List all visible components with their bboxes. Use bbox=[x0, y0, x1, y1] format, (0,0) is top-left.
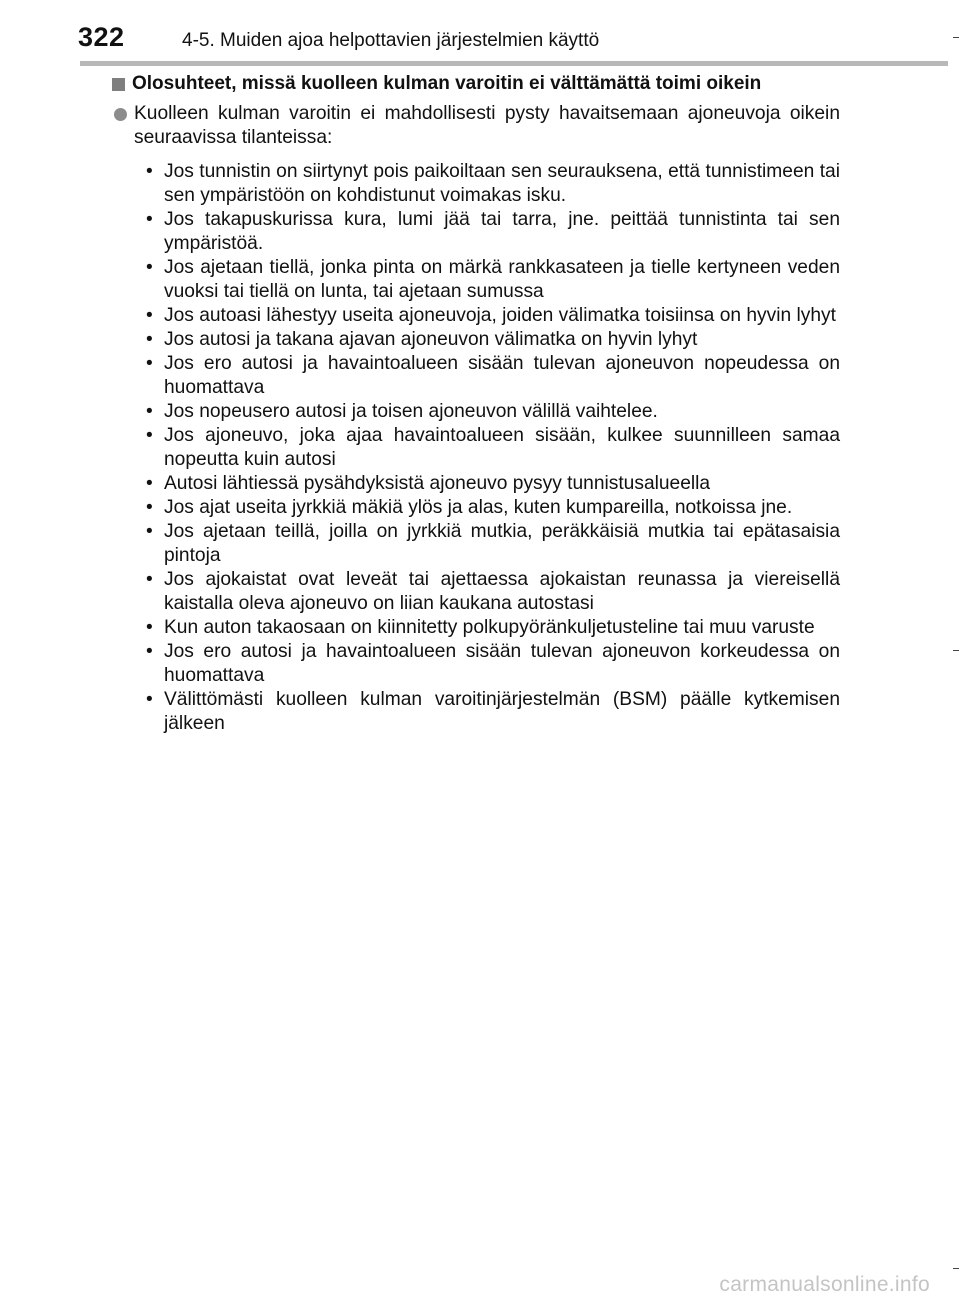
bullet-icon: • bbox=[146, 425, 153, 446]
list-item bbox=[146, 160, 840, 208]
condition-list bbox=[110, 160, 840, 736]
list-item-text: Jos tunnistin on siirtynyt pois paikoiltaan sen seurauksena, että tunnistimeen tai sen ympäristöön on kohdistunut voimakas isku. bbox=[164, 161, 840, 206]
list-item-text: Jos ajat useita jyrkkiä mäkiä ylös ja alas, kuten kumpareilla, notkoissa jne. bbox=[164, 497, 793, 518]
header-rule bbox=[80, 61, 948, 66]
bullet-icon: • bbox=[146, 521, 153, 542]
section-heading bbox=[110, 72, 840, 96]
list-item-text: Jos ero autosi ja havaintoalueen sisään tulevan ajoneuvon nopeudessa on huomattava bbox=[164, 353, 840, 398]
section-title: 4-5. Muiden ajoa helpottavien järjestelmien käyttö bbox=[182, 30, 600, 51]
list-item bbox=[146, 520, 840, 568]
bullet-icon: • bbox=[146, 329, 153, 350]
list-item bbox=[146, 256, 840, 304]
list-item bbox=[146, 208, 840, 256]
list-item bbox=[146, 472, 840, 496]
list-item-text: Välittömästi kuolleen kulman varoitinjärjestelmän (BSM) päälle kytkemisen jälkeen bbox=[164, 689, 840, 734]
list-item bbox=[146, 496, 840, 520]
main-content bbox=[110, 72, 840, 736]
bullet-icon: • bbox=[146, 497, 153, 518]
bullet-icon: • bbox=[146, 569, 153, 590]
list-item bbox=[146, 328, 840, 352]
list-item-text: Autosi lähtiessä pysähdyksistä ajoneuvo pysyy tunnistusalueella bbox=[164, 473, 711, 494]
list-item bbox=[146, 424, 840, 472]
bullet-icon: • bbox=[146, 641, 153, 662]
list-item-text: Jos ero autosi ja havaintoalueen sisään tulevan ajoneuvon korkeudessa on huomattava bbox=[164, 641, 840, 686]
crop-mark-bottom bbox=[953, 1268, 959, 1269]
bullet-icon: • bbox=[146, 161, 153, 182]
list-item bbox=[146, 352, 840, 400]
bullet-icon: • bbox=[146, 401, 153, 422]
section-heading-text: Olosuhteet, missä kuolleen kulman varoitin ei välttämättä toimi oikein bbox=[132, 73, 762, 94]
list-item-text: Jos takapuskurissa kura, lumi jää tai tarra, jne. peittää tunnistinta tai sen ympäristöä. bbox=[164, 209, 840, 254]
list-item bbox=[146, 400, 840, 424]
list-item-text: Jos ajetaan tiellä, jonka pinta on märkä rankkasateen ja tielle kertyneen veden vuoksi tai tiellä on lunta, tai ajetaan sumussa bbox=[164, 257, 840, 302]
list-item-text: Jos ajokaistat ovat leveät tai ajettaessa ajokaistan reunassa ja viereisellä kaistalla oleva ajoneuvo on liian kaukana autostasi bbox=[164, 569, 840, 614]
list-item-text: Jos nopeusero autosi ja toisen ajoneuvon välillä vaihtelee. bbox=[164, 401, 658, 422]
bullet-icon: • bbox=[146, 473, 153, 494]
page-header bbox=[78, 18, 948, 58]
crop-mark-middle bbox=[953, 650, 959, 651]
bullet-icon: • bbox=[146, 209, 153, 230]
gray-circle-icon bbox=[114, 108, 127, 121]
gray-square-icon bbox=[112, 78, 125, 91]
bullet-icon: • bbox=[146, 617, 153, 638]
bullet-icon: • bbox=[146, 689, 153, 710]
list-item-text: Jos ajetaan teillä, joilla on jyrkkiä mutkia, peräkkäisiä mutkia tai epätasaisia pintoja bbox=[164, 521, 840, 566]
intro-text: Kuolleen kulman varoitin ei mahdollisesti pysty havaitsemaan ajoneuvoja oikein seuraavissa tilanteissa: bbox=[134, 103, 840, 148]
list-item-text: Kun auton takaosaan on kiinnitetty polkupyöränkuljetusteline tai muu varuste bbox=[164, 617, 815, 638]
list-item-text: Jos ajoneuvo, joka ajaa havaintoalueen sisään, kulkee suunnilleen samaa nopeutta kuin autosi bbox=[164, 425, 840, 470]
watermark: carmanualsonline.info bbox=[719, 1273, 930, 1296]
bullet-icon: • bbox=[146, 257, 153, 278]
list-item bbox=[146, 688, 840, 736]
intro-paragraph bbox=[110, 102, 840, 150]
bullet-icon: • bbox=[146, 353, 153, 374]
list-item-text: Jos autosi ja takana ajavan ajoneuvon välimatka on hyvin lyhyt bbox=[164, 329, 698, 350]
crop-mark-top bbox=[953, 37, 959, 38]
list-item bbox=[146, 304, 840, 328]
list-item bbox=[146, 640, 840, 688]
list-item-text: Jos autoasi lähestyy useita ajoneuvoja, joiden välimatka toisiinsa on hyvin lyhyt bbox=[164, 305, 836, 326]
page-number: 322 bbox=[78, 22, 125, 52]
list-item bbox=[146, 616, 840, 640]
list-item bbox=[146, 568, 840, 616]
bullet-icon: • bbox=[146, 305, 153, 326]
